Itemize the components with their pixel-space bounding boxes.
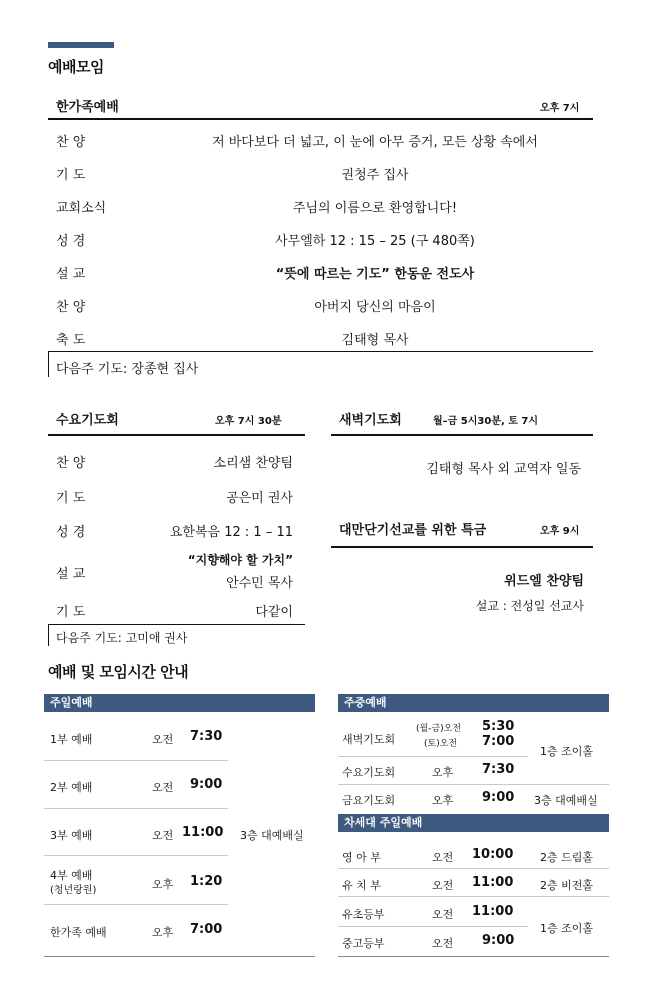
- wed-label-1: 기 도: [56, 491, 86, 506]
- family-left-edge: [48, 351, 49, 377]
- nextgen-divider-1: [338, 896, 609, 897]
- sunday-row-3-time: 1:20: [190, 874, 223, 889]
- weekday-row-1-name: 수요기도회: [342, 766, 396, 779]
- weekday-row-2-time: 9:00: [482, 790, 515, 805]
- nextgen-row-2-ampm: 오전: [432, 908, 454, 921]
- wed-label-0: 찬 양: [56, 456, 86, 471]
- family-label-4: 설 교: [56, 267, 86, 282]
- sunday-place: 3층 대예배실: [240, 829, 304, 842]
- wednesday-top-rule: [48, 434, 305, 436]
- special-sermon: 설교 : 전성일 선교사: [475, 599, 584, 613]
- wednesday-time: 오후 7시 30분: [215, 416, 282, 427]
- special-team: 위드엘 찬양팀: [504, 574, 584, 589]
- family-label-3: 성 경: [56, 234, 86, 249]
- wednesday-title: 수요기도회: [56, 413, 119, 428]
- sunday-bottom-rule: [44, 956, 315, 957]
- accent-bar: [48, 42, 114, 48]
- family-bottom-rule: [48, 351, 593, 352]
- nextgen-row-0-name: 영 아 부: [342, 851, 381, 864]
- wed-value-4: 다같이: [255, 605, 293, 620]
- sunday-header: 주일예배: [44, 694, 315, 712]
- sunday-row-0-time: 7:30: [190, 729, 223, 744]
- weekday-row-0-time: 5:30: [482, 719, 515, 734]
- special-rule: [331, 546, 593, 548]
- family-value-6: 김태형 목사: [341, 333, 409, 348]
- sunday-row-4-name: 한가족 예배: [50, 926, 107, 939]
- weekday-row-1-ampm: 오후: [432, 766, 454, 779]
- family-label-5: 찬 양: [56, 300, 86, 315]
- weekday-divider-1: [338, 784, 609, 785]
- family-value-4: [160, 263, 590, 282]
- sunday-divider-0: [44, 760, 228, 761]
- sunday-divider-3: [44, 904, 228, 905]
- nextgen-divider-0: [338, 868, 609, 869]
- special-time: 오후 9시: [540, 526, 580, 537]
- family-value-5: 아버지 당신의 마음이: [314, 300, 436, 315]
- family-label-2: 교회소식: [56, 201, 107, 216]
- nextgen-bottom-rule: [338, 956, 609, 957]
- sunday-row-2-time: 11:00: [182, 825, 224, 840]
- dawn-title: 새벽기도회: [339, 413, 402, 428]
- nextgen-row-1-place: 2층 비전홀: [540, 879, 593, 892]
- family-top-rule: [48, 118, 593, 120]
- nextgen-row-1-time: 11:00: [472, 875, 514, 890]
- dawn-time: 월–금 5시30분, 토 7시: [433, 416, 539, 427]
- wed-value-2: 요한복음 12 : 1 – 11: [169, 525, 293, 540]
- family-value-0: 저 바다보다 더 넓고, 이 눈에 아무 증거, 모든 상황 속에서: [212, 135, 538, 150]
- weekday-row-1-time: 7:30: [482, 762, 515, 777]
- family-value-1: 권청주 집사: [341, 168, 409, 183]
- wed-label-4: 기 도: [56, 605, 86, 620]
- sunday-row-3-name2: (청년랑원): [50, 885, 97, 896]
- sunday-row-3-name: 4부 예배: [50, 869, 93, 882]
- wednesday-bottom-rule: [48, 624, 305, 625]
- nextgen-row-3-ampm: 오전: [432, 937, 454, 950]
- sunday-row-3-ampm: 오후: [152, 878, 174, 891]
- nextgen-divider-2: [338, 926, 528, 927]
- family-label-1: 기 도: [56, 168, 86, 183]
- nextgen-header: 차세대 주일예배: [338, 814, 609, 832]
- nextgen-row-0-place: 2층 드림홀: [540, 851, 593, 864]
- sunday-row-2-name: 3부 예배: [50, 829, 93, 842]
- wed-value-1: 공은미 권사: [226, 491, 293, 506]
- weekday-row-2-ampm: 오후: [432, 794, 454, 807]
- sunday-row-4-time: 7:00: [190, 922, 223, 937]
- schedule-title: 예배 및 모임시간 안내: [48, 663, 189, 681]
- special-title: 대만단기선교를 위한 특금: [339, 523, 487, 538]
- wed-preacher: 안수민 목사: [226, 576, 293, 591]
- weekday-row-2-place: 3층 대예배실: [534, 794, 598, 807]
- nextgen-row-3-name: 중고등부: [342, 937, 385, 950]
- sunday-row-0-ampm: 오전: [152, 733, 174, 746]
- sermon-title: “뜻에 따르는 기도”: [275, 267, 390, 282]
- section-title: 예배모임: [48, 58, 104, 76]
- sunday-divider-2: [44, 855, 228, 856]
- family-time: 오후 7시: [540, 103, 580, 114]
- weekday-place-top: 1층 조이홀: [540, 745, 593, 758]
- sunday-row-4-ampm: 오후: [152, 926, 174, 939]
- wed-label-2: 성 경: [56, 525, 86, 540]
- preacher: 한동운 전도사: [389, 267, 475, 282]
- nextgen-row-2-time: 11:00: [472, 904, 514, 919]
- wed-value-0: 소리샘 찬양팀: [213, 456, 293, 471]
- weekday-row-0-ampm: (월-금)오전: [416, 724, 462, 734]
- family-next-prayer: 다음주 기도: 장종현 집사: [56, 362, 199, 377]
- sunday-row-1-name: 2부 예배: [50, 781, 93, 794]
- dawn-rule: [331, 434, 593, 436]
- sunday-row-0-name: 1부 예배: [50, 733, 93, 746]
- sunday-row-1-time: 9:00: [190, 777, 223, 792]
- weekday-row-0-ampm2: (토)오전: [424, 739, 458, 749]
- wednesday-left-edge: [48, 624, 49, 646]
- weekday-row-0-name: 새벽기도회: [342, 733, 396, 746]
- family-title: 한가족예배: [56, 100, 119, 115]
- family-label-0: 찬 양: [56, 135, 86, 150]
- family-value-3: 사무엘하 12 : 15 – 25 (구 480쪽): [275, 234, 475, 249]
- nextgen-row-0-time: 10:00: [472, 847, 514, 862]
- weekday-header: 주중예배: [338, 694, 609, 712]
- nextgen-row-3-time: 9:00: [482, 933, 515, 948]
- wed-sermon-title: “지향해야 할 가치”: [187, 553, 293, 567]
- nextgen-row-0-ampm: 오전: [432, 851, 454, 864]
- nextgen-row-1-name: 유 치 부: [342, 879, 381, 892]
- wed-label-3: 설 교: [56, 567, 86, 582]
- dawn-value: 김태형 목사 외 교역자 일동: [426, 462, 581, 477]
- sunday-divider-1: [44, 808, 228, 809]
- nextgen-row-1-ampm: 오전: [432, 879, 454, 892]
- weekday-row-2-name: 금요기도회: [342, 794, 396, 807]
- family-label-6: 축 도: [56, 333, 86, 348]
- weekday-divider-0: [338, 756, 528, 757]
- weekday-row-0-time2: 7:00: [482, 734, 515, 749]
- sunday-row-1-ampm: 오전: [152, 781, 174, 794]
- family-value-2: 주님의 이름으로 환영합니다!: [292, 201, 458, 216]
- sunday-row-2-ampm: 오전: [152, 829, 174, 842]
- nextgen-place-bottom: 1층 조이홀: [540, 922, 593, 935]
- nextgen-row-2-name: 유초등부: [342, 908, 385, 921]
- wed-next-prayer: 다음주 기도: 고미애 권사: [56, 631, 188, 645]
